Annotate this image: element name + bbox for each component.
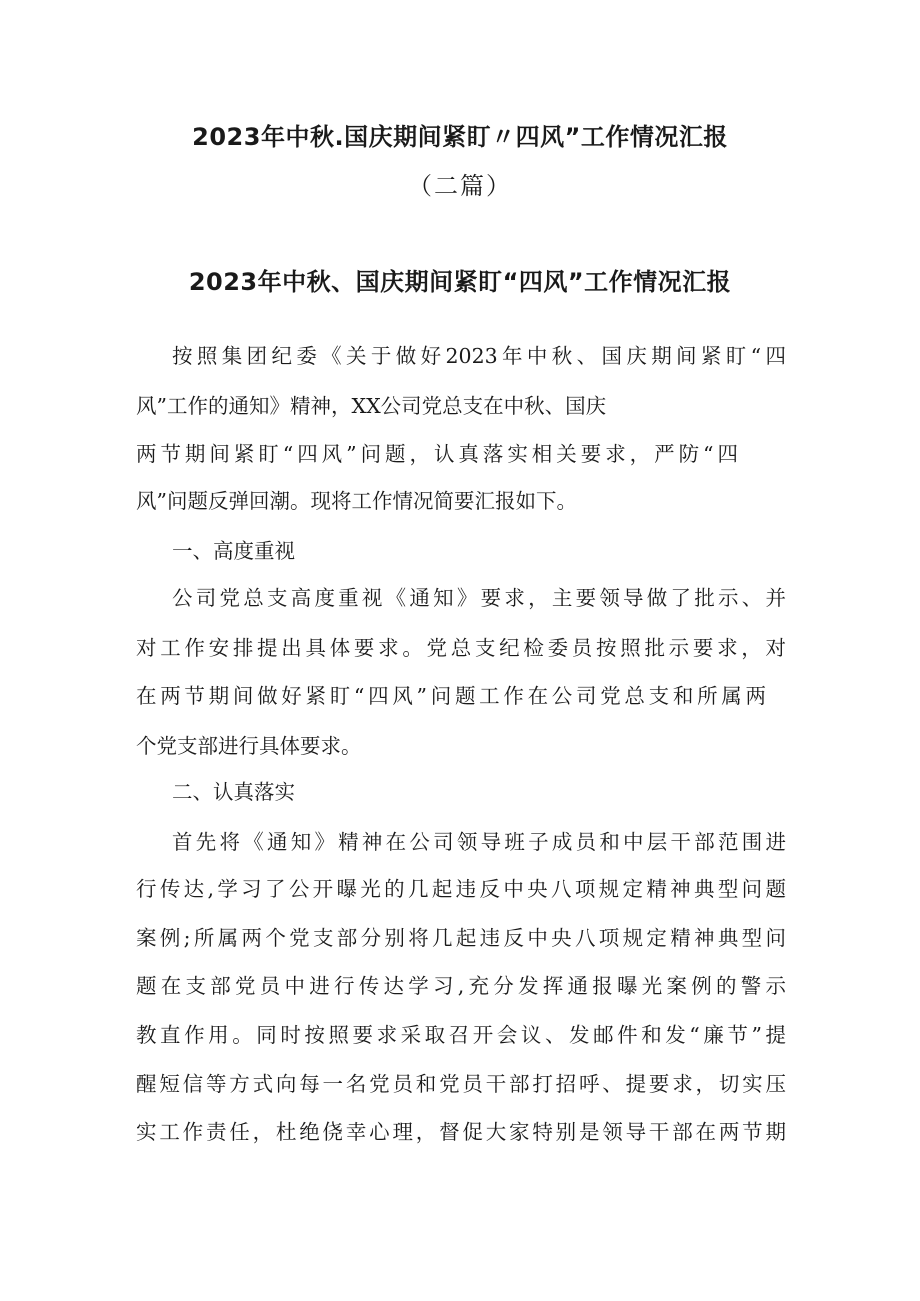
- paragraph-line: 行传达,学习了公开曝光的几起违反中央八项规定精神典型问题: [136, 877, 786, 901]
- paragraph-line: 实工作责任，杜绝侥幸心理，督促大家特别是领导干部在两节期: [136, 1120, 786, 1144]
- paragraph-line: 教直作用。同时按照要求采取召开会议、发邮件和发“廉节”提: [136, 1023, 786, 1047]
- paragraph-line: 两节期间紧盯“四风”问题，认真落实相关要求，严防“四: [136, 442, 738, 466]
- paragraph-line: 对工作安排提出具体要求。党总支纪检委员按照批示要求，对: [136, 636, 786, 660]
- section-title: 2023年中秋、国庆期间紧盯“四风”工作情况汇报: [188, 268, 732, 296]
- section-heading: 二、认真落实: [172, 780, 295, 804]
- paragraph-line: 案例;所属两个党支部分别将几起违反中央八项规定精神典型问: [136, 926, 786, 950]
- paragraph-line: 风”工作的通知》精神，XX公司党总支在中秋、国庆: [136, 394, 607, 418]
- paragraph-line: 风”问题反弹回潮。现将工作情况简要汇报如下。: [136, 489, 577, 513]
- paragraph-line: 在两节期间做好紧盯“四风”问题工作在公司党总支和所属两: [136, 684, 766, 708]
- paragraph-line: 个党支部进行具体要求。: [136, 734, 362, 758]
- document-title: 2023年中秋.国庆期间紧盯〃四风”工作情况汇报: [192, 123, 728, 151]
- paragraph-line: 题在支部党员中进行传达学习,充分发挥通报曝光案例的警示: [136, 974, 786, 998]
- paragraph-line: 公司党总支高度重视《通知》要求，主要领导做了批示、并: [172, 586, 786, 610]
- paragraph-line: 按照集团纪委《关于做好2023年中秋、国庆期间紧盯“四: [172, 344, 786, 368]
- paragraph-line: 醒短信等方式向每一名党员和党员干部打招呼、提要求，切实压: [136, 1072, 786, 1096]
- paragraph-line: 首先将《通知》精神在公司领导班子成员和中层干部范围进: [172, 830, 786, 854]
- section-heading: 一、高度重视: [172, 539, 295, 563]
- document-title-count: （二篇）: [408, 172, 512, 200]
